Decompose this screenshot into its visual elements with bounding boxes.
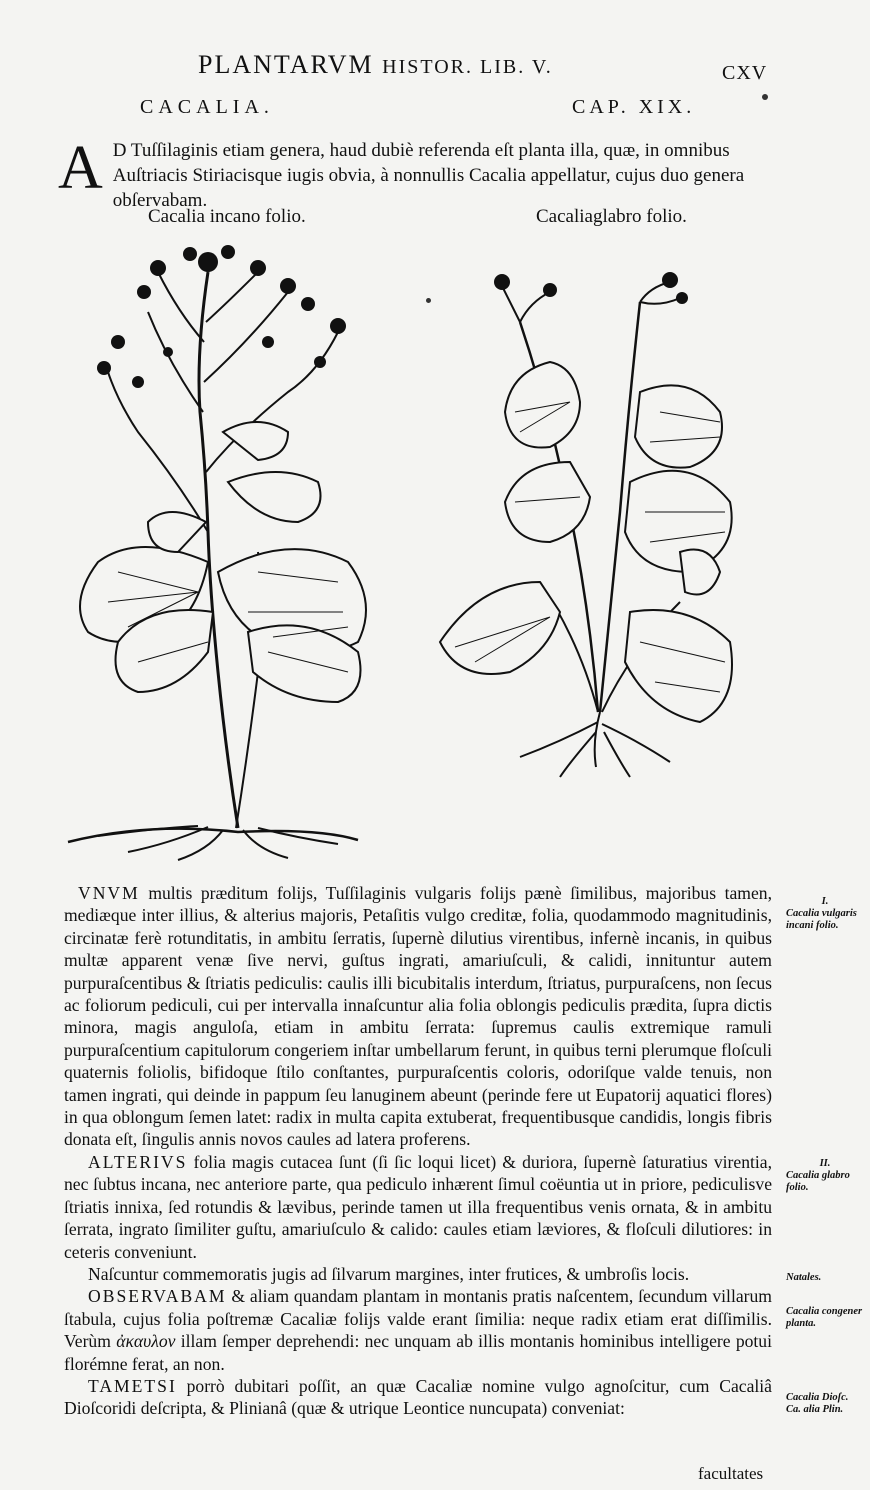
- running-head-subtitle: HISTOR. LIB. V.: [382, 56, 553, 78]
- paragraph-4-lead: OBSERVABAM: [88, 1286, 227, 1307]
- paragraph-2: [64, 1151, 772, 1263]
- cacalia-incano-illustration: [58, 232, 422, 862]
- margin-note-5: Cacalia Dioſc. Ca. alia Plin.: [786, 1392, 849, 1415]
- paragraph-1-lead: VNVM: [78, 883, 140, 903]
- dropcap: A: [58, 134, 103, 202]
- paragraph-3-text: Naſcuntur commemoratis jugis ad ſilvarum margines, inter frutices, & umbroſis locis.: [88, 1263, 690, 1284]
- paragraph-2-lead: ALTERIVS: [88, 1151, 188, 1172]
- left-figure-caption: Cacalia incano folio.: [148, 206, 306, 227]
- margin-note-3: Natales.: [786, 1272, 822, 1283]
- paragraph-3: [64, 1263, 772, 1285]
- body-text: [64, 882, 772, 1420]
- chapter-number: CAP. XIX.: [572, 96, 696, 118]
- margin-note-1-text: Cacalia vulgaris incani folio.: [786, 908, 857, 931]
- cacalia-glabro-illustration: [420, 262, 750, 782]
- paragraph-2-text: folia magis cutacea ſunt (ſi ſic loqui licet) & duriora, ſupernè ſaturatius virentia, nec ſubtus incana, nec anteriore parte, qua pediculo inhærent ſimul coëuntia ut in priore, pediculisve ſtriatis innixa, ſed rotundis & lævibus, perinde tamen ut illa frequentibus venis ornata, & in ambitu ſerrata, ingrato ſimiliter guſtu, amariuſculo & calido: caules etiam læviores, & floſculi dilutiores: in ceteris conveniunt.: [64, 1151, 772, 1262]
- paragraph-1-text: multis præditum folijs, Tuſſilaginis vulgaris folijs pænè ſimilibus, majoribus tamen, mediæque inter illius, & alterius majoris, Petaſitis vulgo creditæ, folia, quodammodo magnitudinis, circinatæ ferè rotunditatis, in ambitu ſerratis, ſupernè dilutius virentibus, infernè incanis, in quibus multæ apparent venæ ſive nervi, guſtus ingrati, amariuſculi, & calidi, innituntur autem purpuraſcentibus & ſtriatis pediculis: caulis illi bicubitalis interdum, ſtriatus, purpuraſcens, non ſecus ac foliorum pediculi, cui per intervalla innaſcuntur alia folia oblongis pediculis prædita, ſupra dictis minora, magis anguloſa, etiam in ambitu ſerrata: ſupremus caulis extremique ramuli purpuraſcentium capitulorum congeriem inſtar umbellarum ferunt, in quibus terni plerumque floſculi quaternis foliolis, bifidoque ſtilo conſtantes, purpuraſcentis coloris, odoriſque valde tenuis, non tamen ingrati, qui deinde in pappum ſeu lanuginem abeunt (perinde fere ut Eupatorij aquatici flores) in qua oblongum ſemen latet: radix in multa capita extuberat, frequentibusque candidis, longis fibris donata eſt, ſingulis annis novos caules ad latera proferens.: [64, 883, 772, 1150]
- paragraph-4: [64, 1285, 772, 1375]
- margin-note-2: [786, 1158, 864, 1194]
- intro-text: D Tuſſilaginis etiam genera, haud dubiè referenda eſt planta illa, quæ, in omnibus Auſtriacis Stiriacisque iugis obvia, à nonnullis Cacalia appellatur, cujus duo genera obſervabam.: [112, 140, 745, 211]
- ink-spot: [426, 298, 431, 303]
- margin-note-2-number: II.: [819, 1158, 831, 1169]
- margin-note-1: [786, 896, 864, 932]
- paragraph-5: [64, 1375, 772, 1420]
- paragraph-4-text-b: illam ſemper deprehendi: nec unquam ab illis montanis hominibus intelligere potui florémne ferat, an non.: [64, 1331, 772, 1374]
- paragraph-1: [64, 882, 772, 1151]
- ink-spot: [762, 94, 768, 100]
- right-figure-caption: Cacaliaglabro folio.: [536, 206, 687, 227]
- paragraph-4-text-a: & aliam quandam plantam in montanis pratis naſcentem, ſecundum villarum ſtabula, cujus folia poſtremæ Cacaliæ folijs valde erant ſimilia: neque radix etiam erat diſſimilis. Verùm: [64, 1286, 772, 1352]
- paragraph-4-greek: ἀκαυλον: [116, 1331, 176, 1352]
- paragraph-5-lead: TAMETSI: [88, 1375, 177, 1396]
- running-head: [198, 50, 553, 80]
- chapter-title: CACALIA.: [140, 96, 274, 118]
- running-head-title: PLANTARVM: [198, 50, 374, 79]
- margin-note-2-text: Cacalia glabro folio.: [786, 1170, 850, 1193]
- paragraph-5-text: porrò dubitari poſſit, an quæ Cacaliæ nomine vulgo agnoſcitur, cum Cacaliâ Dioſcoridi deſcripta, & Plinianâ (quæ & utrique Leontice nuncupata) conveniat:: [64, 1375, 772, 1419]
- margin-note-1-number: I.: [821, 896, 829, 907]
- intro-paragraph: [52, 134, 764, 213]
- folio-number: CXV: [722, 62, 768, 84]
- margin-note-4: Cacalia congener planta.: [786, 1306, 863, 1329]
- catchword: facultates: [698, 1464, 764, 1483]
